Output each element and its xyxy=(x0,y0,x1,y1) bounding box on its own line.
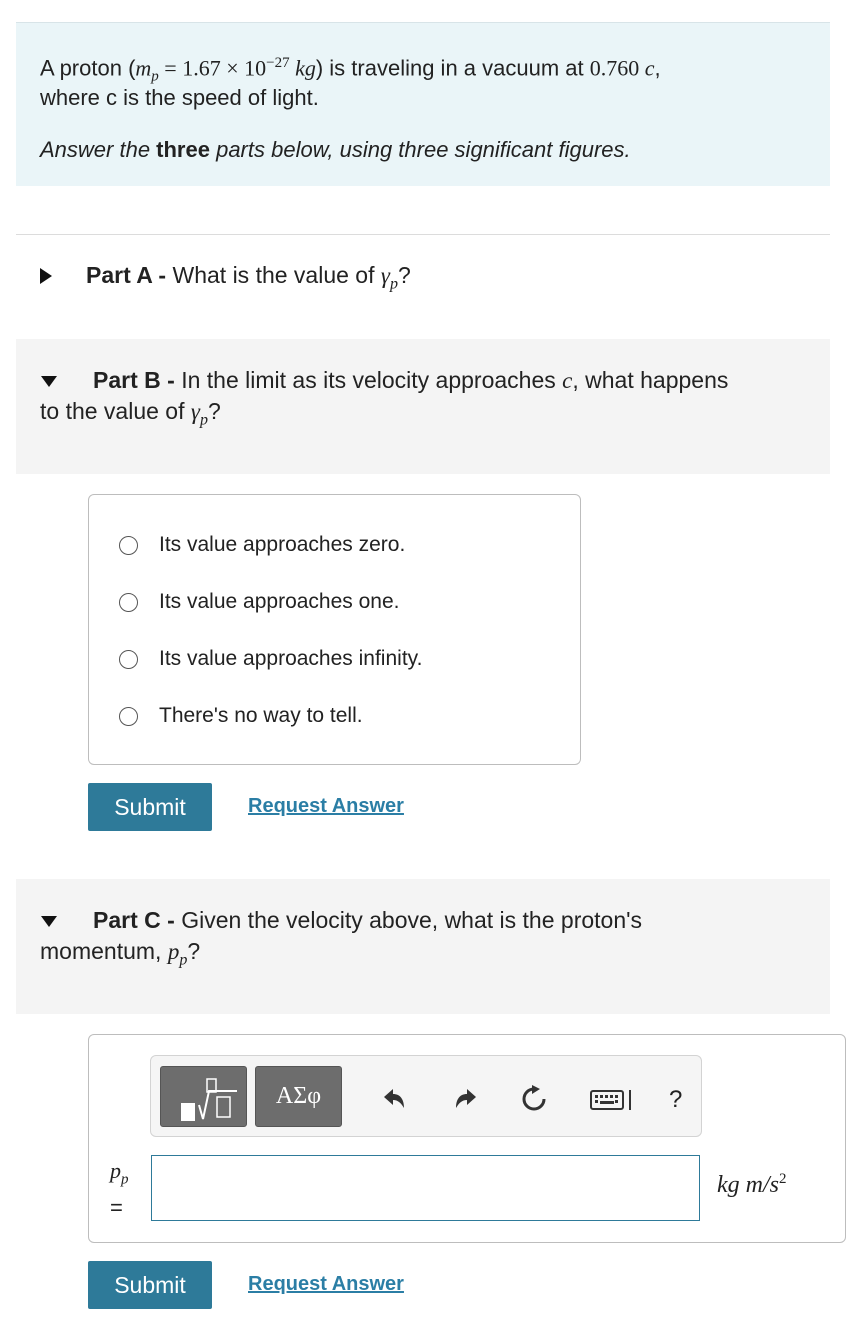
collapse-arrow-icon[interactable] xyxy=(41,376,57,387)
radio-button[interactable] xyxy=(119,593,138,612)
option-label: Its value approaches one. xyxy=(159,590,400,613)
option-approaches-one[interactable] xyxy=(119,587,400,617)
part-c-request-answer-link[interactable]: Request Answer xyxy=(248,1273,404,1295)
option-no-way-to-tell[interactable] xyxy=(119,701,363,731)
templates-icon xyxy=(161,1067,248,1128)
equals-sign: = xyxy=(110,1195,123,1220)
multiple-choice-options xyxy=(88,494,581,765)
keyboard-icon[interactable] xyxy=(589,1084,625,1114)
problem-statement-line1: A proton ($m_p = 1.67 \times 10^{-27}$ kg) is traveling in a vacuum at 0.760 c, xyxy=(40,55,661,85)
part-b-title-line2: to the value of $\gamma_p$? xyxy=(40,398,221,429)
radio-button[interactable] xyxy=(119,650,138,669)
templates-button[interactable] xyxy=(160,1066,247,1127)
cursor-separator xyxy=(629,1090,631,1110)
part-c-title-line1: Part C - Given the velocity above, what is the proton's xyxy=(93,907,643,933)
part-b-header[interactable] xyxy=(16,339,830,474)
part-c-header[interactable] xyxy=(16,879,830,1014)
collapse-arrow-icon[interactable] xyxy=(41,916,57,927)
greek-symbols-button[interactable]: ΑΣφ xyxy=(255,1066,342,1127)
part-c-submit-button[interactable]: Submit xyxy=(88,1261,212,1309)
option-label: There's no way to tell. xyxy=(159,704,363,727)
radio-button[interactable] xyxy=(119,707,138,726)
math-toolbar xyxy=(150,1055,702,1137)
answer-variable-label: $p_p$ xyxy=(110,1158,129,1188)
undo-icon[interactable] xyxy=(378,1084,408,1114)
redo-icon[interactable] xyxy=(452,1084,482,1114)
help-button[interactable]: ? xyxy=(669,1086,683,1113)
problem-intro xyxy=(16,22,830,186)
problem-statement-line2: where c is the speed of light. xyxy=(40,85,319,110)
momentum-answer-input[interactable] xyxy=(151,1155,700,1221)
part-b-request-answer-link[interactable]: Request Answer xyxy=(248,795,404,817)
answer-unit: kg $m/s^2$ xyxy=(717,1171,787,1198)
part-a-header[interactable] xyxy=(16,250,830,306)
part-c-title-line2: momentum, $p_p$? xyxy=(40,938,201,969)
radio-button[interactable] xyxy=(119,536,138,555)
option-label: Its value approaches zero. xyxy=(159,533,406,556)
instructions: Answer the three parts below, using three significant figures. xyxy=(40,137,631,162)
divider xyxy=(16,234,830,235)
option-approaches-zero[interactable] xyxy=(119,530,405,560)
expand-arrow-icon[interactable] xyxy=(40,268,52,284)
part-b-title-line1: Part B - In the limit as its velocity approaches c, what happens xyxy=(93,367,729,393)
part-a-title: Part A - What is the value of $\gamma_p$? xyxy=(86,262,411,293)
option-label: Its value approaches infinity. xyxy=(159,647,423,670)
part-b-submit-button[interactable]: Submit xyxy=(88,783,212,831)
reset-icon[interactable] xyxy=(519,1084,549,1114)
option-approaches-infinity[interactable] xyxy=(119,644,422,674)
answer-entry-box xyxy=(88,1034,846,1243)
